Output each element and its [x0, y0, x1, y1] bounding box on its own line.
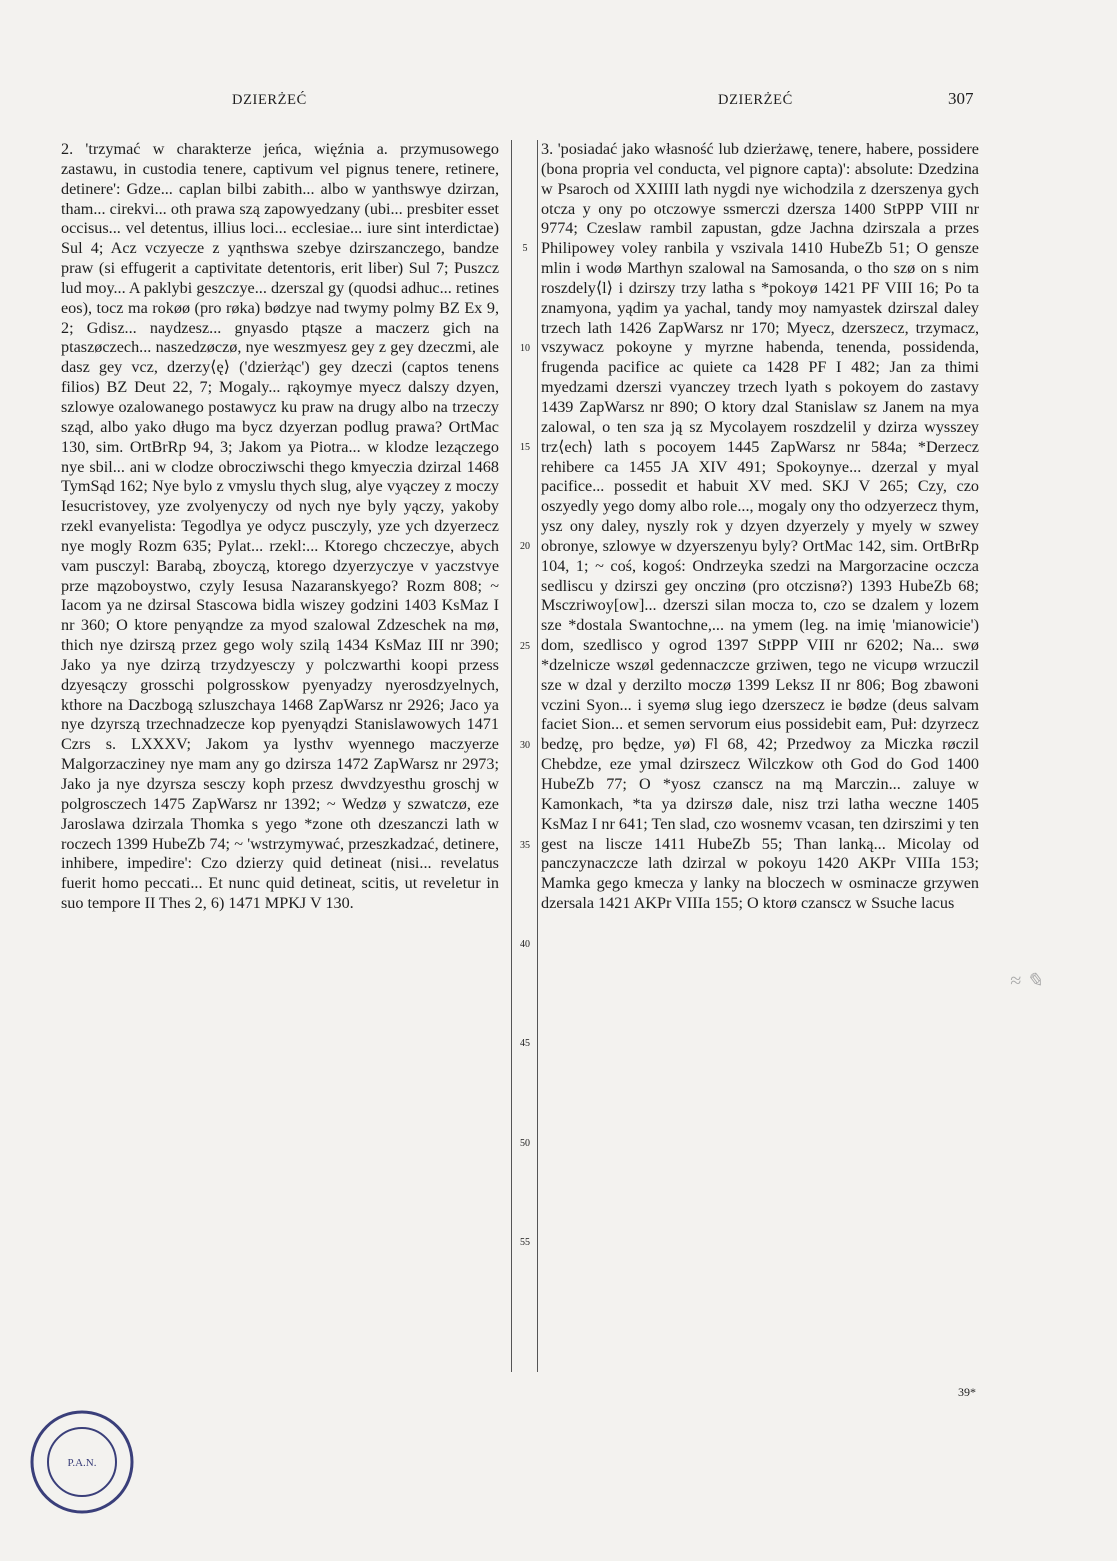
line-number: 10 — [520, 343, 530, 354]
running-head-right: DZIERŻEĆ — [718, 92, 793, 108]
line-number: 55 — [520, 1237, 530, 1248]
margin-pencil-note: ≈ ✎ — [1010, 970, 1043, 992]
line-number: 15 — [520, 442, 530, 453]
line-number: 30 — [520, 740, 530, 751]
line-number: 25 — [520, 641, 530, 652]
line-number: 5 — [522, 243, 528, 254]
left-column — [61, 140, 499, 1370]
line-number: 35 — [520, 840, 530, 851]
line-number: 45 — [520, 1038, 530, 1049]
signature-mark: 39* — [958, 1385, 976, 1399]
right-column — [541, 140, 979, 1370]
svg-text:P.A.N.: P.A.N. — [67, 1457, 97, 1469]
entry-sense-2: 2. 'trzymać w charakterze jeńca, więźnia a. przymusowego zastawu, in custodia tenere, captivum vel pignus tenere, retinere, detinere': Gdze... caplan bilbi zabith... albo w yanthswye dzirzan, tham... cirekvi... oth prawa szą zapowyedzany (ubi... presbiter esset occisus... vel detentus, illius loci... ecclesiae... iure sint interdictae) Sul 4; Acz vczyecze z yąnthswa szebye dzirszanczego, bandze praw (si effugerit a captivitate detentoris, erit liber) Sul 7; Puszcz lud moy... A paklybi geszczye... dzerszal gy (quodsi adhuc... retines eos), tocz ma rokøø (pro røka) bødzye nad twymy polmy BZ Ex 9, 2; Gdisz... naydzesz... gnyasdo ptąsze a maczerz gich na ptaszøczech... naszedzøczø, nye weszmyesz gey z gey dzeczmi, ale dasz gey vcz, dzerzy⟨ę⟩ ('dzierżąc') gey dzeczi (captos tenens filios) BZ Deut 22, 7; Mogaly... rąkoymye myecz dalszy dzyen, szlowye ozalowanego postawycz ku praw na drugy albo na trzeczy sząd, albo yako długo ma bycz dzyerzan podlug prawa? OrtMac 130, sim. OrtBrRp 94, 3; Jakom ya Piotra... w klodze lezączego nye sbil... ani w clodze obrocziwschi thego kmyeczia dzirzal 1468 TymSąd 162; Nye bylo z vmyslu thych slug, alye vyączey z moczy Iesucristovey, yze zvolyenyczy od nych nye byly yączy, yakoby rzekl evanyelista: Tegodlya ye odycz pusczyly, yze ych dzyerzecz nye mogly Rozm 635; Pylat... rzekl:... Ktorego chczeczye, abych vam pusczyl: Barabą, zboyczą, ktorego dzyerzyczye v yaczstvye prze mązoboystwo, czyly Iesusa Nazaranskyego? Rozm 808; ~ Iacom ya ne dzirsal Stascowa bidla wiszey godzini 1403 KsMaz I nr 360; O ktore penyąndze za myod szalowal Zdzeschek na mø, thich nye dzirszą przez gego woly szilą 1434 KsMaz III nr 390; Jako ya nye dzirzą trzydzyesczy y polczwarthi koopi przess dzyesączy grosschi polgrosskow pyenyadzy nyerosdzyelnych, kthore na Daczbogą szluszchaya 1468 ZapWarsz nr 2926; Jaco ya nye dzyrszą trzechnadzecze kop pyenyądzi Stanislawowych 1471 Czrs s. LXXXV; Jakom ya lysthv wyennego maczyerze Malgorzacziney nye mam any go dzirsza 1472 ZapWarsz nr 2973; Jako ja nye dzyrsza sesczy koph przesz dwvdzyesthu groschj w polgrosczech 1475 ZapWarsz nr 1392; ~ Wedzø y szwatczø, eze Jaroslawa dzirzala Thomka s yego *zone oth dzeszanczi lath w roczech 1399 HubeZb 74; ~ 'wstrzymywać, przeszkadzać, detinere, inhibere, impedire': Czo dzierzy quid detineat (nisi... revelatus fuerit homo peccati... Et nunc quid detineat, scitis, ut reveletur in suo tempore II Thes 2, 6) 1471 MPKJ V 130. — [61, 140, 499, 913]
column-rule-right — [537, 140, 538, 1372]
line-number: 50 — [520, 1138, 530, 1149]
column-rule-left — [511, 140, 512, 1372]
library-stamp — [28, 1408, 136, 1521]
running-head-left: DZIERŻEĆ — [232, 92, 307, 108]
line-number: 20 — [520, 541, 530, 552]
line-number: 40 — [520, 939, 530, 950]
page-number: 307 — [948, 89, 974, 108]
entry-sense-3: 3. 'posiadać jako własność lub dzierżawę, tenere, habere, possidere (bona propria vel conducta, vel pignore capta)': absolute: Dzedzina w Psaroch od XXIIII lath nygdi nye wichodzila z dzerszenya gych otcza y ony po otczowye ssmerczi dzersza 1400 StPPP VIII nr 9774; Czeslaw rambil zapustan, gdze Jachna dzirszala a przes Philipowey voley ranbila y vszivala 1410 HubeZb 51; O gensze mlin i wodø Marthyn szalowal na Samosanda, o tho szø on s nim roszdely⟨l⟩ i dzirszy trzy latha s *pokoyø 1421 PF VIII 16; Po ta znamyona, yądim ya yachal, tandy moy namyastek dzirszal daley trzech lath 1426 ZapWarsz nr 170; Myecz, dzerszecz, trzymacz, vszywacz pokoyne y myrzne habenda, tenenda, possidenda, frugenda pacifice ac quiete ca 1428 PF I 482; Jan za thimi myedzami dzerszi vyanczey trzech lyath s pokoyem do zastavy 1439 ZapWarsz nr 890; O ktory dzal Stanislaw sz Janem na mya zalowal, o ten sza ją sz Mycolayem roszdzelil y dzirza wysszey trz⟨ech⟩ lath s pocoyem 1445 ZapWarsz nr 584a; *Derzecz rehibere ca 1455 JA XIV 491; Spokoynye... dzerzal y myal pacifice... possedit et habuit XV med. SKJ V 265; Czy, czo oszyedly yego domy albo role..., mogaly ony tho odzyerzecz thym, ysz ony daley, nyszly rok y dzyen dzyerzely y myely w szwey obronye, szlowye w dzyerszenyu byly? OrtMac 142, sim. OrtBrRp 104, 1; ~ coś, kogoś: Ondrzeyka szedzi na Margorzacine oczcza sedliscu y dzirszi gey onczinø (pro otczisnø?) 1393 HubeZb 68; Msczriwoy[ow]... dzerszi silan mocza to, czo se dzalem y lozem sze *dostala Swantochne,... na ymem (leg. na imię 'mianowicie') dom, szedlisco y ogrod 1397 StPPP VIII nr 6202; Na... swø *dzelnicze wszøl gedennaczcze grziwen, tego ne vicupø wrzuczil sze w dzal y derzilto moczø 1399 Leksz II nr 806; Bog zbawoni vczini Syon... i syemø slug iego dzerszecz ie bødze (deus salvam faciet Sion... et semen servorum eius possidebit eam, Puł: dzyrzecz bedzę, pro będze, yø) Fl 68, 42; Przedwoy za Miczka røczil Chebdze, eze ymal dzirszecz Wilczkow oth God do God 1400 HubeZb 77; O *yosz czanscz na mą Marczin... zaluye w Kamonkach, *ta ya dzirszø dale, nisz trzi latha weczne 1405 KsMaz I nr 641; Ten slad, czo wosnemv vcasan, ten dzirszimi y ten gest na liscze 1411 HubeZb 55; Than lanką... Micolay od panczynaczcze lath dzirzal w pokoyu 1420 AKPr VIIIa 153; Mamka gego kmecza y lanky na bloczech w osminacze grzywen dzersala 1421 AKPr VIIIa 155; O ktorø czanscz w Ssuche lacus — [541, 140, 979, 913]
